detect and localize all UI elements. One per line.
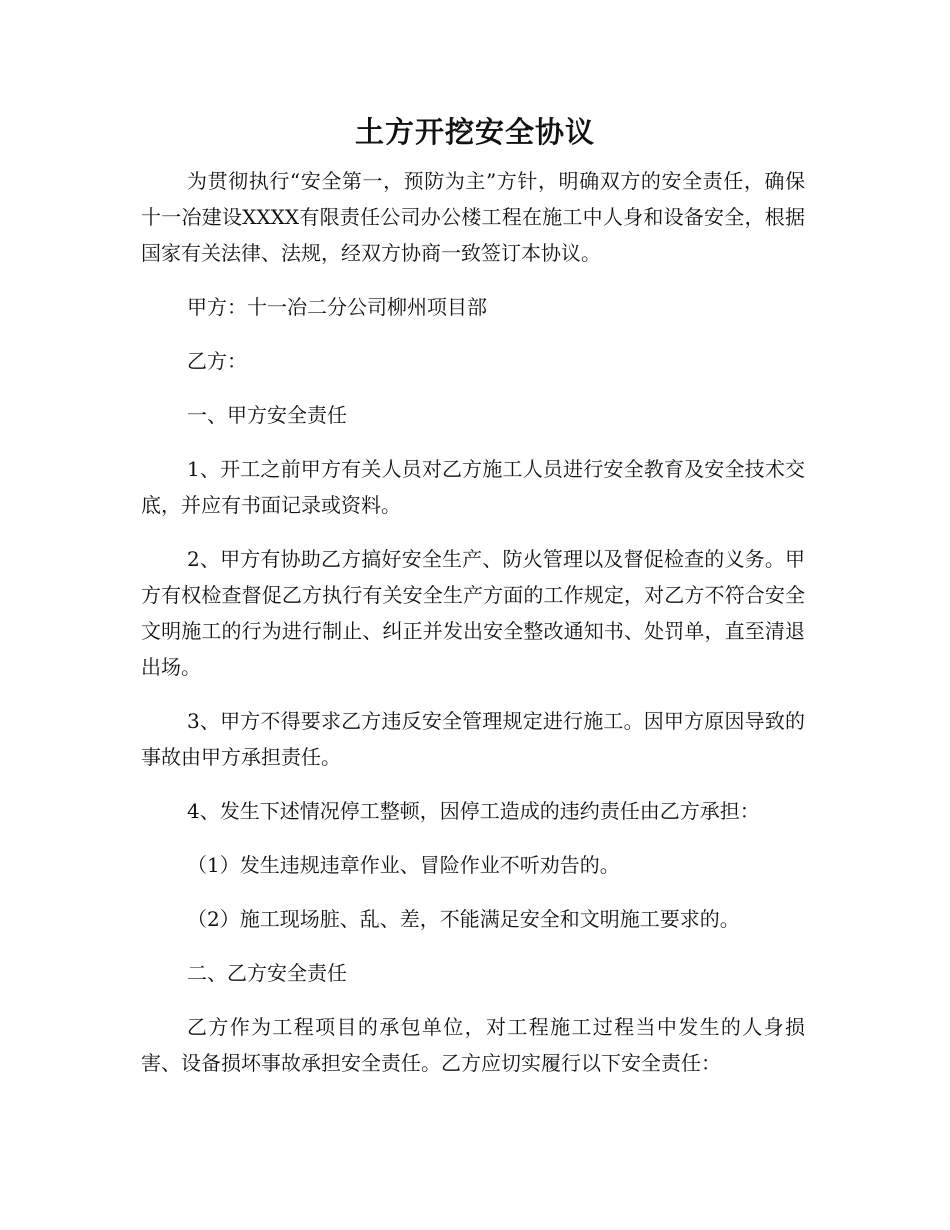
document-body [141,163,805,1099]
clause-4: 4、发生下述情况停工整顿，因停工造成的违约责任由乙方承担： [187,799,760,823]
party-b-responsibility-intro: 乙方作为工程项目的承包单位，对工程施工过程当中发生的人身损害、设备损坏事故承担安全责任。乙方应切实履行以下安全责任： [141,1015,805,1075]
party-a-line: 甲方：十一冶二分公司柳州项目部 [187,295,487,319]
intro-paragraph: 为贯彻执行“安全第一，预防为主”方针，明确双方的安全责任，确保十一冶建设XXXX有限责任公司办公楼工程在施工中人身和设备安全，根据国家有关法律、法规，经双方协商一致签订本协议。 [141,169,805,265]
party-b-line: 乙方： [187,349,247,373]
clause-4-item-2: （2）施工现场脏、乱、差，不能满足安全和文明施工要求的。 [187,907,740,931]
clause-2: 2、甲方有协助乙方搞好安全生产、防火管理以及督促检查的义务。甲方有权检查督促乙方执行有关安全生产方面的工作规定，对乙方不符合安全文明施工的行为进行制止、纠正并发出安全整改通知书、处罚单，直至清退出场。 [141,547,805,679]
section-heading-party-b: 二、乙方安全责任 [187,961,347,985]
clause-4-item-1: （1）发生违规违章作业、冒险作业不听劝告的。 [187,853,620,877]
clause-1: 1、开工之前甲方有关人员对乙方施工人员进行安全教育及安全技术交底，并应有书面记录或资料。 [141,457,805,517]
document-title: 土方开挖安全协议 [354,115,595,149]
clause-3: 3、甲方不得要求乙方违反安全管理规定进行施工。因甲方原因导致的事故由甲方承担责任。 [141,709,805,769]
section-heading-party-a: 一、甲方安全责任 [187,403,347,427]
